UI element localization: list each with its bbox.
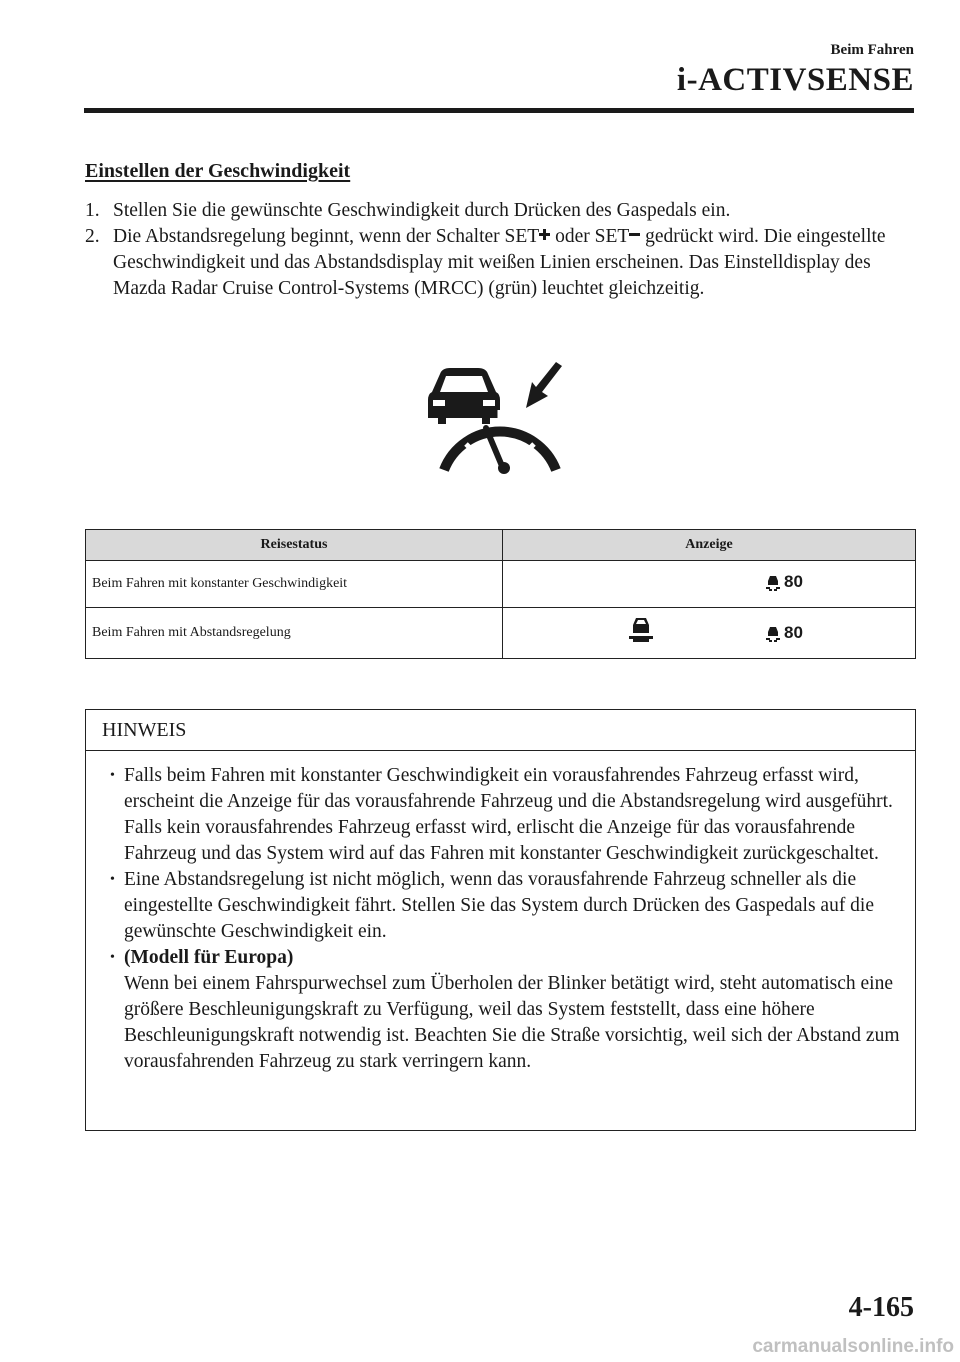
page-header-chapter: i-ACTIVSENSE — [676, 62, 914, 98]
minus-icon — [629, 228, 640, 241]
step-text: Stellen Sie die gewünschte Geschwindigkeit durch Drücken des Gaspedals ein. — [113, 200, 731, 221]
list-item — [110, 763, 903, 867]
page-number: 4-165 — [848, 1292, 914, 1323]
watermark-link[interactable]: carmanualsonline.info — [752, 1336, 954, 1357]
list-item — [110, 867, 903, 945]
note-box — [85, 709, 916, 1131]
header-rule — [84, 108, 914, 113]
status-cell: Beim Fahren mit Abstandsregelung — [86, 608, 503, 659]
table-row — [86, 608, 916, 659]
plus-icon — [539, 228, 550, 241]
step-text: Die Abstandsregelung beginnt, wenn der Schalter SET oder SET gedrückt wird. Die eingestellte Geschwindigkeit und das Abstandsdisplay mit weißen Linien erscheinen. Das Einstelldisplay des Mazda Radar Cruise Control-Systems (MRCC) (grün) leuchtet gleichzeitig. — [113, 226, 886, 299]
bullet-text: Eine Abstandsregelung ist nicht möglich, wenn das vorausfahrende Fahrzeug schneller als die eingestellte Geschwindigkeit fährt. Stellen Sie das System durch Drücken des Gaspedals auf die gewünschte Geschwindigkeit ein. — [124, 869, 875, 942]
set-speed-value: 80 — [784, 572, 803, 591]
bullet-heading: (Modell für Europa) — [124, 947, 294, 968]
set-speed-value: 80 — [784, 623, 803, 642]
vehicle-distance-icon — [766, 575, 780, 591]
column-header-status: Reisestatus — [86, 530, 503, 561]
bullet-icon: • — [110, 950, 115, 965]
vehicle-distance-icon — [766, 626, 780, 642]
bullet-text: Wenn bei einem Fahrspurwechsel zum Überholen der Blinker betätigt wird, steht automatisch eine größere Beschleunigungskraft zu Verfügung, weil das System feststellt, dass eine höhere Beschleunigungskraft notwendig ist. Beachten Sie die Straße vorsichtig, weil sich der Abstand zum vorausfahrenden Fahrzeug zu stark verringern kann. — [124, 973, 900, 1072]
bullet-text: Falls beim Fahren mit konstanter Geschwindigkeit ein vorausfahrendes Fahrzeug erfasst wird, erscheint die Anzeige für das vorausfahrende Fahrzeug und die Abstandsregelung wird ausgeführt. Falls kein vorausfahrendes Fahrzeug erfasst wird, erlischt die Anzeige für das vorausfahrende Fahrzeug und das System wird auf das Fahren mit konstanter Geschwindigkeit zurückgeschaltet. — [124, 765, 893, 864]
mrcc-set-indicator-icon — [420, 362, 570, 480]
note-title: HINWEIS — [86, 710, 915, 751]
display-cell — [503, 608, 916, 659]
step-1 — [85, 198, 915, 224]
bullet-icon: • — [110, 872, 115, 887]
step-number: 2. — [85, 226, 100, 247]
note-body — [86, 751, 915, 1075]
step-2 — [85, 224, 915, 302]
column-header-display: Anzeige — [503, 530, 916, 561]
table-row — [86, 561, 916, 608]
status-table — [85, 529, 916, 659]
preceding-vehicle-icon — [629, 616, 653, 642]
bullet-icon: • — [110, 768, 115, 783]
section-title: Einstellen der Geschwindigkeit — [85, 160, 351, 182]
list-item — [110, 945, 903, 1075]
step-number: 1. — [85, 200, 100, 221]
display-cell — [503, 561, 916, 608]
steps-list — [85, 198, 915, 302]
page-header-section: Beim Fahren — [830, 42, 914, 58]
status-cell: Beim Fahren mit konstanter Geschwindigkeit — [86, 561, 503, 608]
